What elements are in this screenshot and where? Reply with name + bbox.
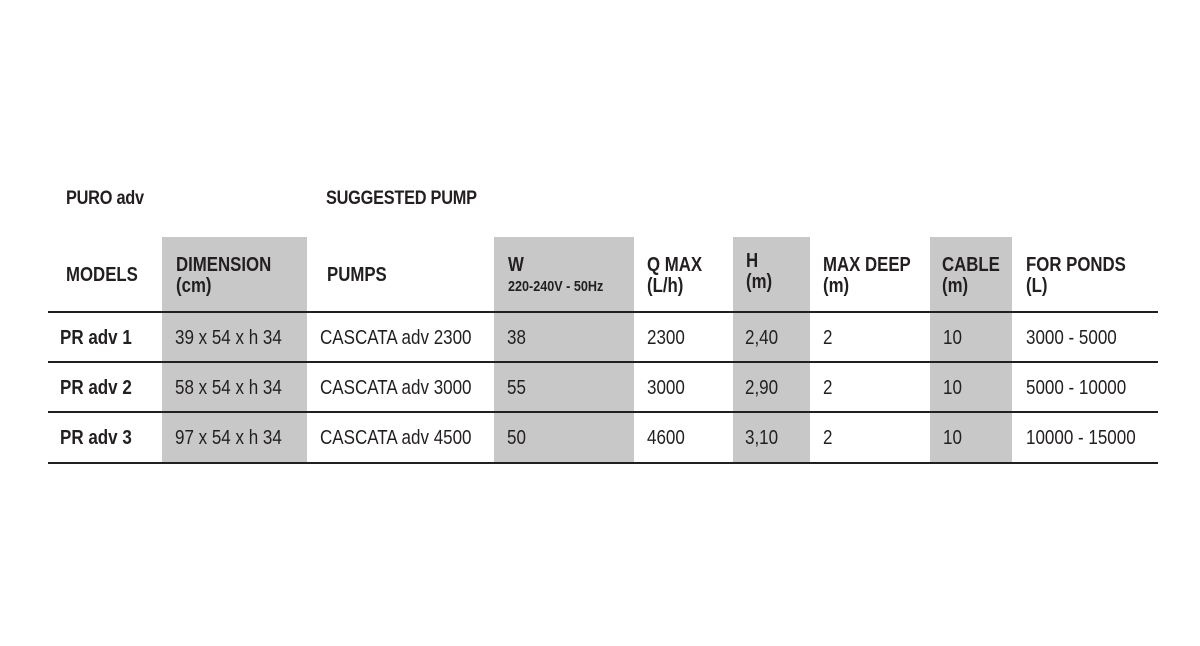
row-2-maxdeep: 2: [823, 377, 833, 399]
header-dimension-unit: (cm): [176, 275, 212, 297]
row-1-maxdeep: 2: [823, 327, 833, 349]
header-dimension-title: DIMENSION: [176, 254, 272, 276]
row-3-dimension: 97 x 54 x h 34: [175, 427, 282, 449]
row-1-model: PR adv 1: [60, 327, 132, 349]
row-3-pump: CASCATA adv 4500: [320, 427, 472, 449]
header-h: [746, 251, 772, 293]
header-maxdeep-unit: (m): [823, 275, 850, 297]
row-3-cable: 10: [943, 427, 962, 449]
row-2-cable: 10: [943, 377, 962, 399]
header-cable-unit: (m): [942, 275, 969, 297]
header-w-title: W: [508, 254, 524, 276]
row-2-ponds: 5000 - 10000: [1026, 377, 1127, 399]
header-h-title: H: [746, 250, 759, 272]
header-dimension: [176, 255, 271, 297]
header-w-voltage: 220-240V - 50Hz: [508, 278, 604, 295]
row-2-pump: CASCATA adv 3000: [320, 377, 472, 399]
header-forponds-unit: (L): [1026, 275, 1048, 297]
row-1-dimension: 39 x 54 x h 34: [175, 327, 282, 349]
row-2-qmax: 3000: [647, 377, 685, 399]
header-cable-title: CABLE: [942, 254, 1000, 276]
row-divider: [48, 361, 1158, 363]
row-2-model: PR adv 2: [60, 377, 132, 399]
header-pumps: PUMPS: [327, 264, 387, 286]
row-1-h: 2,40: [745, 327, 779, 349]
row-1-cable: 10: [943, 327, 962, 349]
row-divider: [48, 462, 1158, 464]
row-2-h: 2,90: [745, 377, 779, 399]
header-cable: [942, 255, 1000, 297]
header-forponds-title: FOR PONDS: [1026, 254, 1126, 276]
header-qmax-unit: (L/h): [647, 275, 684, 297]
row-3-h: 3,10: [745, 427, 779, 449]
header-maxdeep: [823, 255, 911, 297]
header-maxdeep-title: MAX DEEP: [823, 254, 911, 276]
header-h-unit: (m): [746, 271, 773, 293]
row-3-ponds: 10000 - 15000: [1026, 427, 1136, 449]
header-models: MODELS: [66, 264, 138, 286]
row-2-dimension: 58 x 54 x h 34: [175, 377, 282, 399]
suggested-pump-label: SUGGESTED PUMP: [326, 188, 477, 209]
row-3-qmax: 4600: [647, 427, 685, 449]
header-forponds: [1026, 255, 1126, 297]
row-3-w: 50: [507, 427, 526, 449]
row-1-ponds: 3000 - 5000: [1026, 327, 1117, 349]
row-2-w: 55: [507, 377, 526, 399]
row-divider: [48, 411, 1158, 413]
row-3-model: PR adv 3: [60, 427, 132, 449]
row-1-w: 38: [507, 327, 526, 349]
header-qmax: [647, 255, 702, 297]
row-1-pump: CASCATA adv 2300: [320, 327, 472, 349]
row-1-qmax: 2300: [647, 327, 685, 349]
header-w: [508, 255, 603, 297]
row-3-maxdeep: 2: [823, 427, 833, 449]
header-qmax-title: Q MAX: [647, 254, 703, 276]
product-line-label: PURO adv: [66, 188, 144, 209]
row-divider: [48, 311, 1158, 313]
